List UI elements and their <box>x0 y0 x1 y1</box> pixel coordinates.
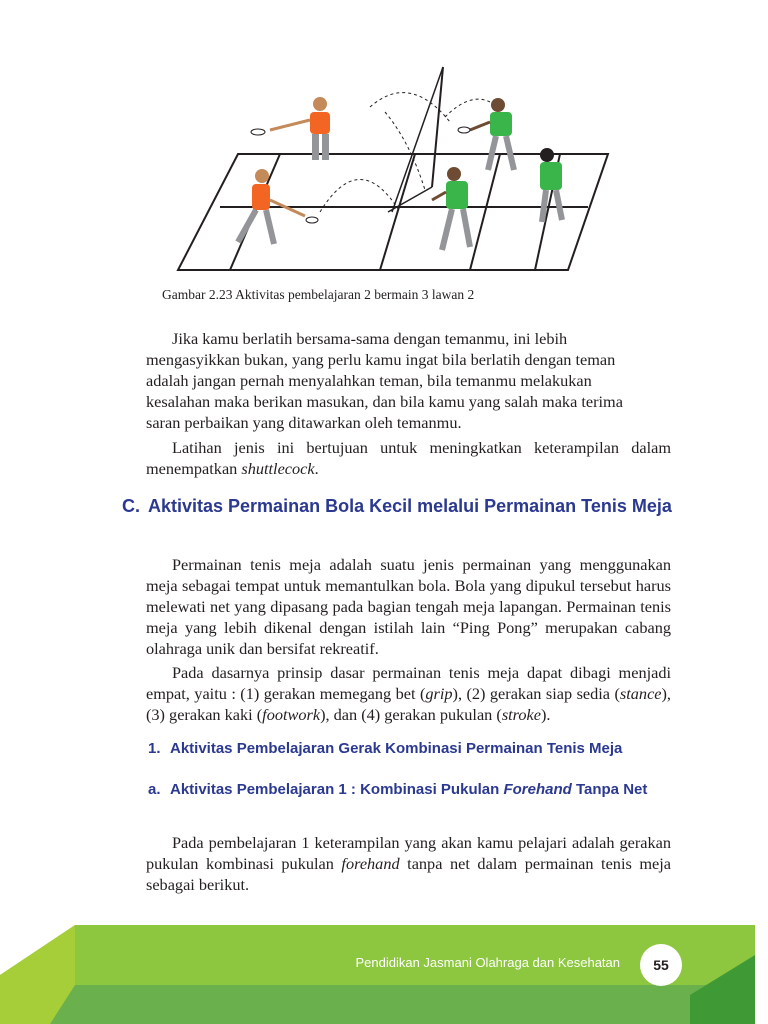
term-forehand: forehand <box>341 854 400 873</box>
paragraph-lesson <box>146 832 671 895</box>
term-shuttlecock: shuttlecock <box>241 459 315 478</box>
section-number: C. <box>122 496 140 516</box>
paragraph-practice <box>146 328 671 433</box>
subsection-number: a. <box>148 781 161 798</box>
text-segment: Pada dasarnya prinsip dasar permainan tenis meja dapat dibagi menjadi empat, yaitu : (1) gerakan memegang bet ( <box>146 663 671 703</box>
subsection-title <box>148 780 678 800</box>
text-segment: ), (2) gerakan siap sedia ( <box>452 684 620 703</box>
page-number: 55 <box>640 944 682 986</box>
term-grip: grip <box>425 684 453 703</box>
text-segment: ). <box>541 705 551 724</box>
book-title: Pendidikan Jasmani Olahraga dan Kesehatan <box>355 955 620 970</box>
paragraph-principles <box>146 662 671 725</box>
player-icon <box>432 167 470 250</box>
paragraph-table-tennis: Permainan tenis meja adalah suatu jenis permainan yang menggunakan meja sebagai tempat untuk memantulkan bola. Bola yang dipukul tersebut harus melewati net yang dipasang pada bagian tengah meja lapangan. Permainan tenis meja yang lebih dikenal dengan istilah lain “Ping Pong” merupakan cabang olahraga unik dan bersifat rekreatif. <box>146 555 671 658</box>
paragraph-line: Jika kamu berlatih bersama-sama dengan temanmu, ini lebih <box>172 329 568 348</box>
paragraph-line: kesalahan maka berikan masukan, dan bila kamu yang salah maka terima <box>146 392 623 411</box>
badminton-court-illustration <box>170 62 620 277</box>
section-title: Aktivitas Permainan Bola Kecil melalui Permainan Tenis Meja <box>148 496 672 516</box>
text-segment: ), (3) gerakan kaki ( <box>146 684 672 724</box>
figure-caption: Gambar 2.23 Aktivitas pembelajaran 2 bermain 3 lawan 2 <box>162 287 475 302</box>
paragraph-line: saran perbaikan yang ditawarkan oleh temanmu. <box>146 413 462 432</box>
subsection-heading-1 <box>148 739 678 759</box>
title-segment: Tanpa Net <box>571 781 648 798</box>
paragraph-line: mengasyikkan bukan, yang perlu kamu ingat bila berlatih dengan teman <box>146 350 616 369</box>
paragraph-end: . <box>314 459 319 478</box>
term-footwork: footwork <box>262 705 321 724</box>
term-forehand: Forehand <box>503 781 572 798</box>
term-stance: stance <box>619 684 662 703</box>
text-segment: Pada pembelajaran 1 keterampilan yang akan kamu pelajari adalah gerakan pukulan kombinasi pukulan <box>146 833 671 873</box>
term-stroke: stroke <box>501 705 541 724</box>
player-icon <box>458 98 514 170</box>
text-segment: tanpa net dalam permainan tenis meja sebagai berikut. <box>146 854 671 894</box>
text-segment: ), dan (4) gerakan pukulan ( <box>320 705 502 724</box>
paragraph-text: Latihan jenis ini bertujuan untuk meningkatkan keterampilan dalam menempatkan <box>146 438 671 478</box>
subsection-heading-a <box>148 780 678 800</box>
subsection-number: 1. <box>148 740 161 757</box>
section-heading-c <box>122 495 682 518</box>
paragraph-line: adalah jangan pernah menyalahkan teman, bila temanmu melakukan <box>146 371 592 390</box>
title-segment: Aktivitas Pembelajaran 1 : Kombinasi Pukulan <box>170 781 504 798</box>
paragraph-exercise <box>146 437 671 479</box>
player-icon <box>251 97 330 160</box>
subsection-title: Aktivitas Pembelajaran Gerak Kombinasi Permainan Tenis Meja <box>170 740 623 757</box>
